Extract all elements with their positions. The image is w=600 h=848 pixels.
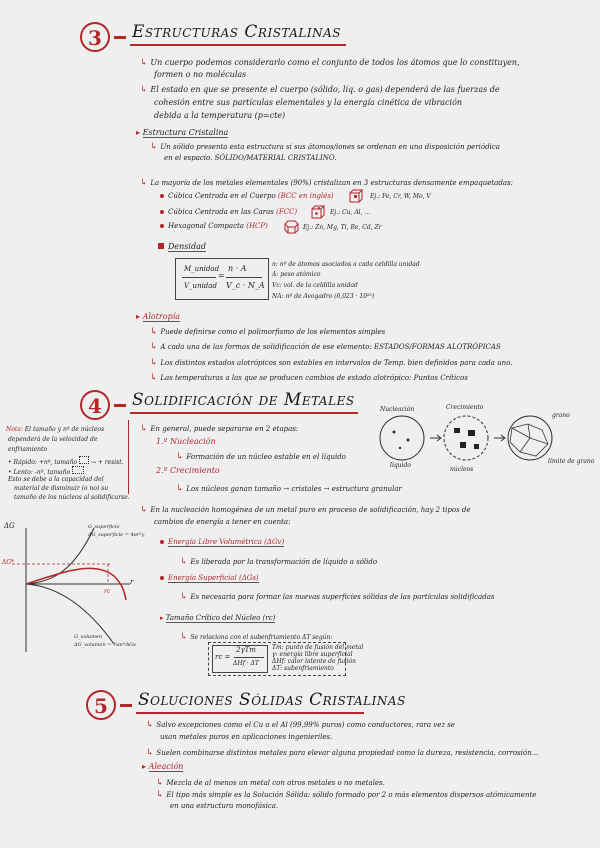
note-line-3: enfriamiento: [8, 446, 48, 453]
fcc-item: Cúbica Centrada en las Caras (FCC): [160, 208, 297, 216]
note-line-1: Nota: El tamaño y nº de núcleos: [6, 426, 105, 433]
arrow-icon: ↳: [140, 58, 151, 68]
density-legend-2: A: peso atómico: [272, 271, 321, 278]
density-legend-3: Vc: vol. de la celdilla unidad: [272, 282, 358, 289]
nucleation-desc: ↳ Formación de un núcleo estable en el líquido: [176, 452, 346, 462]
rc-legend-3: ΔHf: calor latente de fusión: [272, 658, 357, 665]
alloy-heading: ▸ Aleación: [142, 762, 184, 771]
density-num-right: n · A: [228, 264, 247, 273]
section-5-number: 5: [86, 690, 116, 720]
section-3-title: Estructuras Cristalinas: [132, 22, 342, 42]
intro-1-line-a: ↳ Un cuerpo podemos considerarlo como el conjunto de todos los átomos que lo constituyen,: [140, 58, 520, 68]
note-line-9: tamaño de los núcleos al solidificarse.: [14, 494, 130, 501]
bullet-icon: [160, 210, 164, 214]
rc-formula-num: 2γTm: [236, 646, 256, 654]
stages-intro: ↳ En general, puede separarse en 2 etapas:: [140, 424, 299, 434]
note-line-2: dependerá de la velocidad de: [8, 436, 98, 443]
alloy-1: ↳ Mezcla de al menos un metal con otros metales o no metales.: [156, 778, 385, 788]
sketch-label-grain-boundary: límite de grano: [548, 458, 595, 465]
fcc-cube-icon: [310, 204, 326, 220]
arrow-icon: ↳: [156, 790, 167, 800]
hcp-item: Hexagonal Compacta (HCP): [160, 222, 268, 230]
solutions-2: ↳ Suelen combinarse distintos metales para elevar alguna propiedad como la dureza, resistencia, corrosión...: [146, 748, 539, 758]
alloy-2b: en una estructura monofásica.: [170, 802, 279, 810]
section-5-title: Soluciones Sólidas Cristalinas: [138, 690, 406, 710]
rc-legend-2: γ: energía libre superficial: [272, 651, 353, 658]
arrow-icon: ↳: [150, 358, 161, 368]
arrow-icon: ↳: [150, 373, 161, 383]
side-note-bar: [128, 420, 129, 494]
rc-formula-den: ΔHf · ΔT: [233, 660, 259, 667]
bcc-item: Cúbica Centrada en el Cuerpo (BCC en inglés): [160, 192, 334, 200]
section-3-dash: [114, 36, 126, 39]
note-line-8: material de disminuir (o no) su: [14, 485, 109, 492]
equals-sign: =: [218, 271, 225, 280]
graph-bottom-formula: ΔG_volumen = ⁴⁄₃πr³ΔGv: [74, 642, 137, 648]
rc-frac-line: [234, 657, 264, 658]
fcc-examples: Ej.: Cu, Al, ...: [330, 209, 371, 216]
metals-line: ↳ La mayoría de los metales elementales (90%) cristalizan en 3 estructuras densamente empaquetadas:: [140, 178, 513, 188]
graph-dg-star-label: ΔG*: [2, 559, 15, 566]
square-bullet-icon: [158, 243, 164, 249]
density-den-right: V_c · N_A: [226, 281, 265, 290]
growth-desc: ↳ Los núcleos ganan tamaño → cristales → estructura granular: [176, 484, 402, 494]
arrow-icon: ↳: [150, 327, 161, 337]
hcp-prism-icon: [284, 219, 299, 234]
arrow-icon: ↳: [150, 142, 161, 152]
section-5-dash: [120, 704, 132, 707]
triangle-icon: ▸: [142, 762, 149, 771]
volume-energy-heading: Energía Libre Volumétrica (ΔGv): [160, 538, 284, 546]
surface-energy-heading: Energía Superficial (ΔGs): [160, 574, 259, 582]
density-frac-line-right: [226, 277, 262, 278]
critical-size-heading: ▸ Tamaño Crítico del Núcleo (rc): [160, 614, 276, 622]
intro-2-line-a: ↳ El estado en que se presente el cuerpo (sólido, líq. o gas) dependerá de las fuerzas de: [140, 85, 500, 95]
alloy-2a: ↳ El tipo más simple es la Solución Sólida: sólido formado por 2 o más elementos dispersos atómicamente: [156, 790, 537, 800]
arrow-icon: ↳: [176, 452, 187, 462]
triangle-icon: ▸: [136, 128, 143, 137]
solutions-1a: ↳ Salvo excepciones como el Cu o el Al (99,99% puros) como conductores, rara vez se: [146, 720, 456, 730]
sketch-label-nuclei: núcleos: [450, 466, 474, 473]
nucleation-label: 1.º Nucleación: [156, 437, 216, 446]
arrow-icon: ↳: [140, 424, 151, 434]
bullet-icon: [160, 224, 164, 228]
hcp-examples: Ej.: Zn, Mg, Ti, Be, Cd, Zr: [303, 224, 382, 231]
bcc-examples: Ej.: Fe, Cr, W, Mo, V: [370, 193, 431, 200]
allotropy-2: ↳ A cada una de las formas de solidificación de ese elemento: ESTADOS/FORMAS ALOTRÓPICAS: [150, 342, 501, 352]
allotropy-1: ↳ Puede definirse como el polimorfismo de los elementos simples: [150, 327, 386, 337]
density-legend-4: NA: nº de Avogadro (6,023 · 10²³): [272, 293, 375, 300]
arrow-icon: ↳: [140, 85, 151, 95]
section-4-title: Solidificación de Metales: [132, 390, 355, 410]
surface-energy-desc: ↳ Es necesaria para formar las nuevas superficies sólidas de las partículas solidificadas: [180, 592, 495, 602]
rc-legend-1: Tm: punto de fusión del metal: [272, 644, 364, 651]
sketch-label-liquid: líquido: [390, 462, 411, 469]
free-energy-graph: [4, 520, 136, 660]
arrow-icon: ↳: [180, 632, 191, 642]
triangle-icon: ▸: [136, 312, 143, 321]
rc-formula-left: rc =: [215, 653, 231, 661]
note-line-6: • Lento: -nº, tamaño: [8, 466, 84, 476]
section-4-number: 4: [80, 390, 110, 420]
bullet-icon: [160, 540, 164, 544]
growth-label: 2.º Crecimiento: [156, 466, 220, 475]
arrow-icon: ↳: [180, 557, 191, 567]
section-3-number: 3: [80, 22, 110, 52]
density-den-left: V_unidad: [184, 282, 217, 290]
sketch-label-nucleation: Nucleación: [380, 406, 415, 413]
arrow-icon: ↳: [156, 778, 167, 788]
structure-heading: ▸ Estructura Cristalina: [136, 128, 229, 137]
arrow-icon: ↳: [146, 720, 157, 730]
arrow-icon: ↳: [180, 592, 191, 602]
triangle-icon: ▸: [160, 614, 166, 622]
sketch-label-grain: grano: [552, 412, 570, 419]
section-4-underline: [130, 412, 358, 414]
density-num-left: M_unidad: [184, 265, 220, 273]
graph-r-label: r: [130, 578, 134, 586]
bullet-icon: [160, 576, 164, 580]
graph-y-label: ΔG: [4, 522, 15, 530]
arrow-icon: ↳: [140, 178, 151, 188]
intro-2-line-c: debida a la temperatura (p=cte): [154, 111, 286, 120]
note-line-7: Esto se debe a la capacidad del: [8, 476, 104, 483]
density-heading: Densidad: [158, 242, 206, 251]
allotropy-4: ↳ Las temperaturas a las que se producen cambios de estado alotrópico: Puntos Críticos: [150, 373, 468, 383]
allotropy-heading: ▸ Alotropía: [136, 312, 181, 321]
section-5-underline: [136, 712, 364, 714]
sketch-label-growth: Crecimiento: [446, 404, 484, 411]
density-frac-line-left: [182, 277, 216, 278]
arrow-icon: ↳: [146, 748, 157, 758]
solutions-1b: usan metales puros en aplicaciones ingenieriles.: [160, 733, 333, 741]
arrow-icon: ↳: [176, 484, 187, 494]
note-line-4: • Rápido: +nº, tamaño → + resist.: [8, 456, 124, 466]
graph-bottom-label: G_volumen: [74, 634, 103, 640]
section-4-dash: [114, 404, 126, 407]
arrow-icon: ↳: [150, 342, 161, 352]
density-legend-1: n: nº de átomos asociados a cada celdilla unidad: [272, 261, 420, 268]
arrow-icon: ↳: [140, 505, 151, 515]
volume-energy-desc: ↳ Es liberada por la transformación de líquido a sólido: [180, 557, 378, 567]
bcc-cube-icon: [348, 188, 364, 204]
bullet-icon: [160, 194, 164, 198]
structure-desc-a: ↳ Un sólido presenta esta estructura si sus átomos/iones se ordenan en una disposición periódica: [150, 142, 500, 152]
intro-2-line-b: cohesión entre sus partículas elementales y la energía cinética de vibración: [154, 98, 463, 107]
homogeneous-nucleation-a: ↳ En la nucleación homogénea de un metal puro en proceso de solidificación, hay 2 tipos de: [140, 505, 471, 515]
homogeneous-nucleation-b: cambios de energía a tener en cuenta:: [154, 518, 291, 526]
rc-legend-4: ΔT: subenfriamiento: [272, 665, 334, 672]
graph-top-label: G_superficie: [88, 524, 120, 530]
section-3-underline: [130, 44, 346, 46]
graph-rc-label: rc: [104, 588, 111, 595]
critical-size-desc: ↳ Se relaciona con el subenfriamiento ΔT según:: [180, 632, 333, 642]
allotropy-3: ↳ Los distintos estados alotrópicos son estables en intervalos de Temp. bien definidos para cada uno.: [150, 358, 513, 368]
intro-1-line-b: formen o no moléculas: [154, 70, 247, 79]
structure-desc-b: en el espacio. SÓLIDO/MATERIAL CRISTALINO.: [164, 154, 337, 162]
graph-top-formula: ΔG_superficie = 4πr²γ: [88, 532, 145, 538]
